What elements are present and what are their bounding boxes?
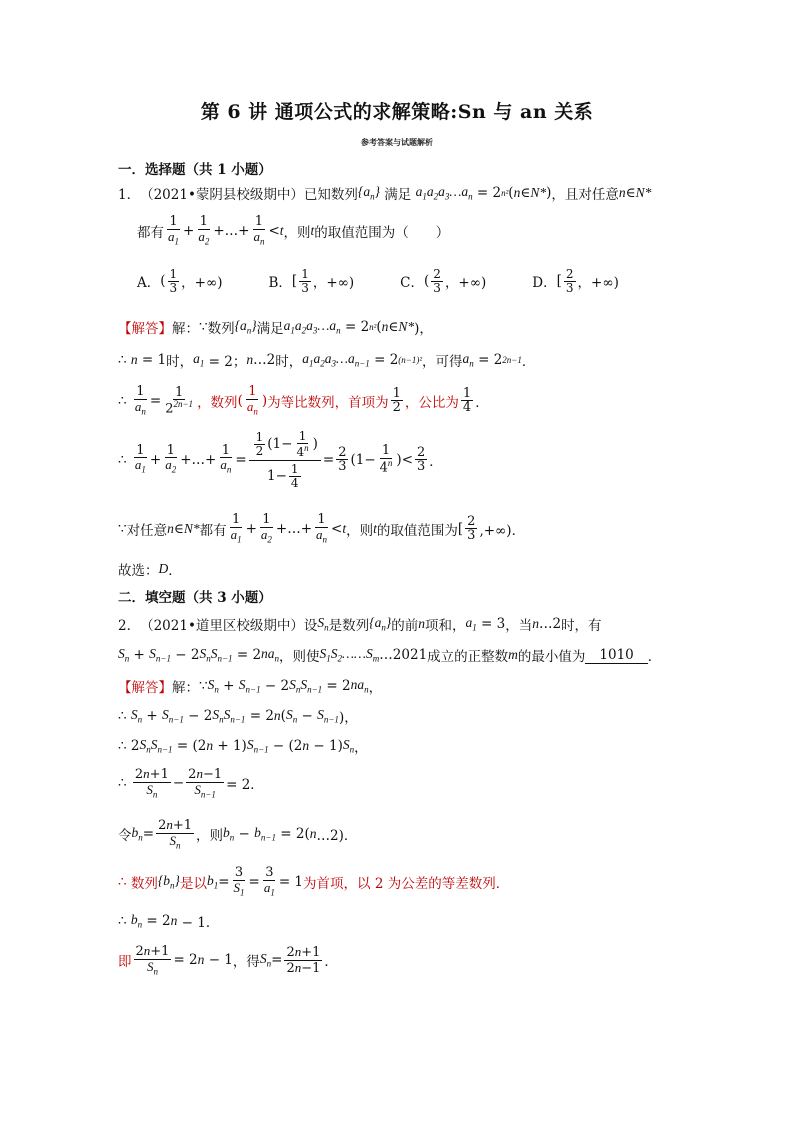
q1-line2-mid: ，则 [283, 224, 311, 241]
q2-solution-line8: 即 $\frac{2n+1}{S_n}$ = 2 n − 1 ，得 $S_n$ = $\frac{2n+1}{2n-1}$ ． [118, 943, 338, 977]
q2-solution-line2: ∴ $S_n$ + $S_{n-1}$ − 2 $S_nS_{n-1}$ = 2 n ( $S_n$ − $S_{n-1}$ )， [118, 707, 358, 726]
q1-solution-line3: ∴ $\frac{1}{a_n}$ = $\frac{1}{2^{2n-1}}$ ，数列 ( $\frac{1}{a_n}$ ) 为等比数列，首项为 $\frac{1}{2}$ ，公比为 $\frac{1}{4}$ ． [118, 384, 489, 417]
q2-source: （2021•道里区校级期中）设 [140, 618, 318, 634]
q1-line2-end: 的取值范围为（ ） [314, 224, 450, 241]
q1-choice-value: D [158, 561, 169, 576]
page-title: 第 6 讲 通项公式的求解策略:Sn 与 an 关系 [200, 101, 594, 123]
q1-source: （2021•蒙阴县校级期中）已知数列 [140, 187, 358, 203]
q2-solution-label: 解： [172, 680, 199, 696]
q1-options [137, 268, 665, 294]
q2-solution-line5: 令 $b_n$ = $\frac{2n+1}{S_n}$ ，则 $b_n$ − $b_{n-1}$ = 2( n …2)． [118, 817, 358, 851]
q2-stem-line1: 2． （2021•道里区校级期中）设 $S_n$ 是数列 $\{a_n\}$ 的前 n 项和， $a_1$ = 3 ，当 n …2 时，有 [118, 615, 602, 634]
q2-solution-line3: ∴ 2 $S_nS_{n-1}$ = (2 n + 1) $S_{n-1}$ − (2 n − 1) $S_n$ ， [118, 737, 368, 756]
section-heading-choice: 一．选择题（共 1 小题） [118, 162, 272, 178]
q1-solution-line2: ∴ n = 1 时， $a_1$ = 2； n …2 时， $a_1a_2a_3\dots a_{n-1}$ = 2 (n−1)² ，可得 $a_n$ = 2 2n−1 ． [118, 351, 536, 370]
q1-solution-line1: 【解答】 解： ∵ 数列 $\{a_n\}$ 满足 $a_1a_2a_3\dots a_n$ = 2 n² ( n ∈ N* )， [118, 318, 433, 337]
q2-answer-blank[interactable]: 1010 [585, 647, 647, 664]
q1-choice-label: 故选： [118, 563, 159, 579]
q1-option-a[interactable]: A． ( $\frac{1}{3}$ ，+∞) [137, 267, 223, 295]
q1-number: 1． [118, 187, 141, 203]
q2-stem-line2: $S_n$ + $S_{n-1}$ − 2 $S_nS_{n-1}$ = 2 $na_n$ ，则使 $S_1S_2\dots\dots S_m$ …2021 成立的正整数 m 的最小值为 1010 ． [118, 646, 662, 665]
q1-choice-line: 故选： D ． [118, 561, 182, 579]
q2-number: 2． [118, 618, 141, 634]
q1-solution-label: 解： [172, 321, 199, 337]
q2-solution-line7: ∴ $b_n$ = 2 n − 1． [118, 912, 220, 931]
q1-solution-line4: ∴ $\frac{1}{a_1}$ + $\frac{1}{a_2}$ +…+ $\frac{1}{a_n}$ = $\frac{1}{2}$ (1− $\frac{1}{4^n}$ ) 1− $\frac{1}{4}$ = $\frac{2}{3}$ (1− $\frac{1}{4^n}$ )< $\frac{2}{3}$ ． [118, 429, 443, 490]
q1-stem-tail: ，且对任意 [551, 187, 619, 203]
q1-option-b[interactable]: B． [ $\frac{1}{3}$ ，+∞) [268, 267, 355, 295]
q1-stem-line2: 都有 $\frac{1}{a_1}$ + $\frac{1}{a_2}$ +…+ $\frac{1}{a_n}$ < t ，则 t 的取值范围为（ ） [137, 214, 450, 247]
q1-option-c[interactable]: C． ( $\frac{2}{3}$ ，+∞) [400, 267, 487, 295]
q2-solution-line6: ∴ 数列 $\{b_n\}$ 是以 $b_1$ = $\frac{3}{S_1}$ = $\frac{3}{a_1}$ = 1 为首项，以 2 为公差的等差数列． [118, 865, 510, 898]
q2-solution-tag: 【解答】 [118, 680, 172, 696]
page-subtitle: 参考答案与试题解析 [361, 137, 433, 147]
q2-solution-line4: ∴ $\frac{2n+1}{S_n}$ − $\frac{2n-1}{S_{n-1}}$ = 2． [118, 766, 264, 800]
q1-line2-start: 都有 [137, 224, 164, 241]
q2-solution-line1: 【解答】 解： ∵ $S_n$ + $S_{n-1}$ − 2 $S_nS_{n-1}$ = 2 $na_n$ ， [118, 677, 383, 696]
q1-stem-line1: 1． （2021•蒙阴县校级期中）已知数列 $\{a_n\}$ 满足 $a_1a_2a_3\dots a_n$ = 2 n² ( n ∈ N* ) ，且对任意 n ∈ N* [118, 184, 652, 203]
section-heading-fill: 二．填空题（共 3 小题） [118, 590, 272, 606]
q1-option-d[interactable]: D． [ $\frac{2}{3}$ ，+∞) [532, 267, 619, 295]
q1-solution-line5: ∵ 对任意 n ∈ N* 都有 $\frac{1}{a_1}$ + $\frac{1}{a_2}$ +…+ $\frac{1}{a_n}$ < t ，则 t 的取值范围为 [ $\frac{2}{3}$ ,+∞)． [118, 512, 526, 545]
q1-solution-tag: 【解答】 [118, 321, 172, 337]
